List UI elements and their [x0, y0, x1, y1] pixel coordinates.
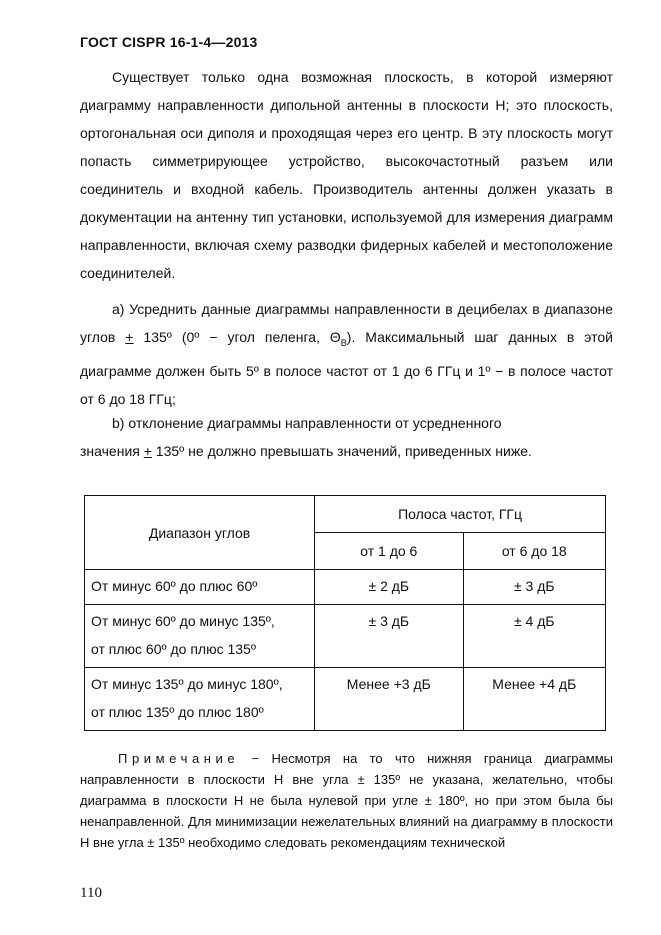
angle-range-line: от плюс 60º до плюс 135º: [91, 641, 256, 657]
table-row: [85, 668, 606, 731]
value-cell: Менее +4 дБ: [463, 668, 605, 731]
value-cell: ± 2 дБ: [315, 570, 463, 605]
angle-range-cell: [85, 605, 315, 668]
value-cell: ± 3 дБ: [315, 605, 463, 668]
item-b-line-1: b) отклонение диаграммы направленности от усредненного: [112, 415, 502, 431]
note-block: [80, 748, 613, 853]
value-cell: Менее +3 дБ: [315, 668, 463, 731]
note-label: Примечание: [118, 751, 240, 766]
plus-minus-sign: +: [143, 443, 152, 459]
plus-minus-sign: +: [125, 329, 134, 345]
paragraph-item-a: [80, 295, 613, 413]
page-number: 110: [80, 885, 102, 901]
table-header-row: [85, 496, 606, 533]
value-cell: ± 3 дБ: [463, 570, 605, 605]
angle-range-line: От минус 135º до минус 180º,: [91, 676, 283, 692]
paragraph-item-b: [80, 409, 613, 465]
item-a-text-1: а) Усреднить данные диаграммы направленности в децибелах в диапазоне углов: [80, 301, 613, 345]
band-6-18-header: от 6 до 18: [463, 533, 605, 570]
angle-range-line: от плюс 135º до плюс 180º: [91, 704, 264, 720]
item-a-text-3: ). Максимальный шаг данных в этой диаграмме должен быть 5º в полосе частот от 1 до 6 ГГц и 1º − в полосе частот от 6 до 18 ГГц;: [80, 329, 613, 407]
item-b-text-2: 135º не должно превышать значений, приведенных ниже.: [151, 443, 532, 459]
angle-range-cell: [85, 570, 315, 605]
table-row: [85, 570, 606, 605]
deviation-table: [84, 495, 606, 731]
angle-range-line: От минус 60º до плюс 60º: [91, 578, 258, 594]
document-header: ГОСТ CISPR 16-1-4—2013: [80, 34, 258, 50]
value-cell: ± 4 дБ: [463, 605, 605, 668]
paragraph-intro: Существует только одна возможная плоскость, в которой измеряют диаграмму направленности дипольной антенны в плоскости H; это плоскость, ортогональная оси диполя и проходящая через его центр. В эту плоскость могут попасть симметрирующее устройство, высокочастотный разъем или соединитель и входной кабель. Производитель антенны должен указать в документации на антенну тип установки, используемой для измерения диаграмм направленности, включая схему разводки фидерных кабелей и местоположение соединителей.: [80, 69, 613, 281]
note-text: − Несмотря на то что нижняя граница диаграммы направленности в плоскости H вне угла ± 135º не указана, желательно, чтобы диаграмма в плоскости H не была нулевой при угле ± 180º, но при этом была бы ненаправленной. Для минимизации нежелательных влияний на диаграмму в плоскости H вне угла ± 135º необходимо следовать рекомендациям технической: [80, 751, 613, 850]
angle-range-header: Диапазон углов: [85, 496, 315, 570]
theta-subscript: В: [340, 337, 347, 348]
item-b-text-1: значения: [80, 443, 144, 459]
item-a-text-2: 135º (0º − угол пеленга, Θ: [133, 329, 341, 345]
angle-range-cell: [85, 668, 315, 731]
table-row: [85, 605, 606, 668]
band-1-6-header: от 1 до 6: [315, 533, 463, 570]
angle-range-line: От минус 60º до минус 135º,: [91, 613, 275, 629]
item-b-line-2: [80, 437, 613, 465]
frequency-band-header: Полоса частот, ГГц: [315, 496, 606, 533]
